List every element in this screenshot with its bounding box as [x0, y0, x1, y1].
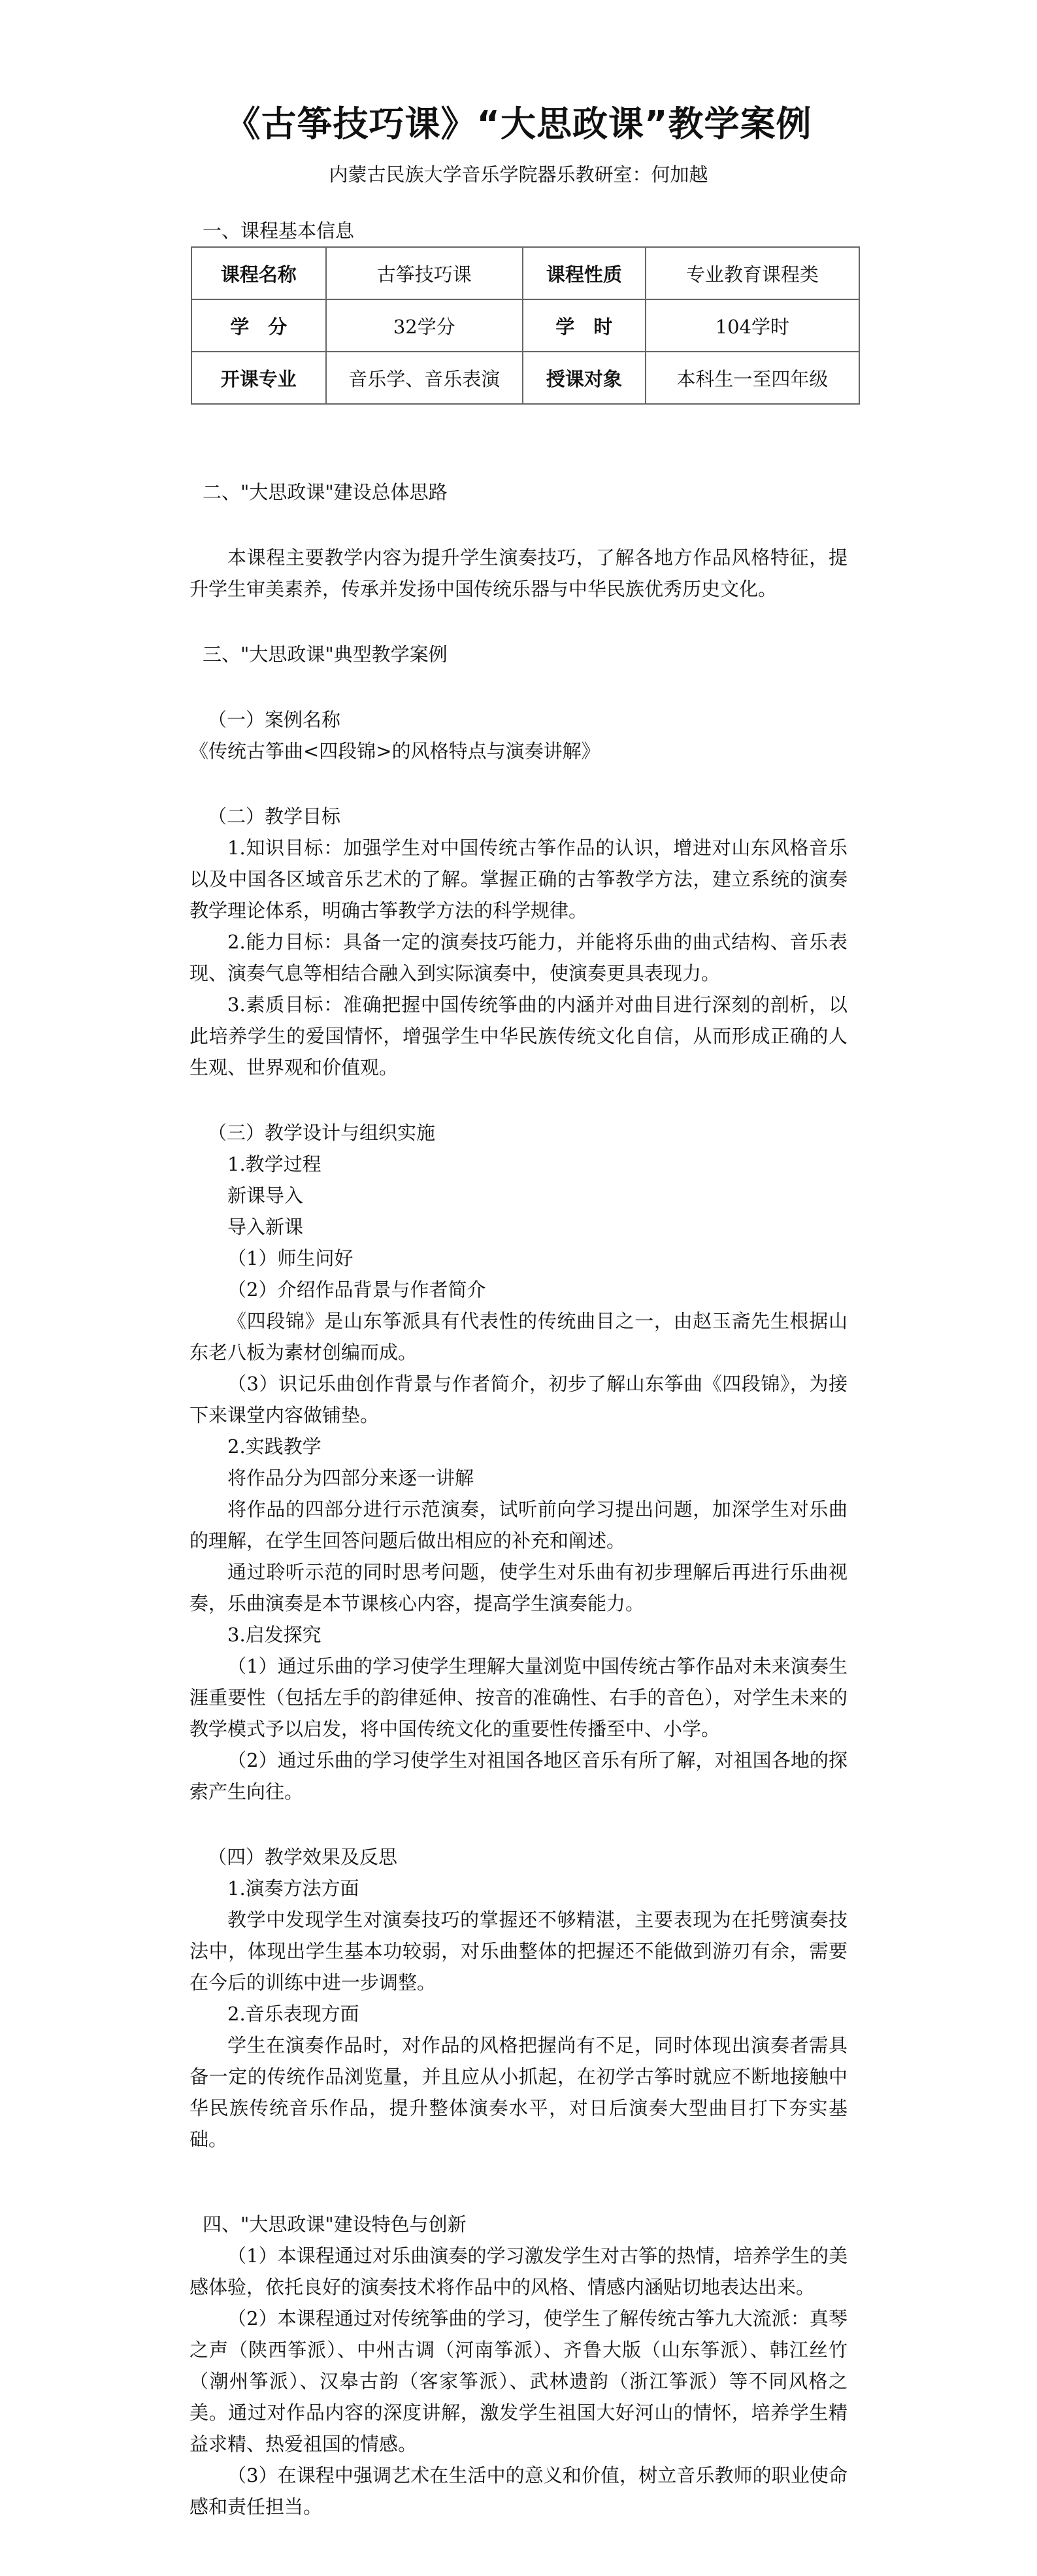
effect-sub1-text: 教学中发现学生对演奏技巧的掌握还不够精湛，主要表现为在托劈演奏技法中，体现出学生基本功较弱，对乐曲整体的把握还不能做到游刃有余，需要在今后的训练中进一步调整。 [189, 1909, 848, 1994]
table-cell: 专业教育课程类 [646, 247, 859, 299]
case-name-heading: （一）案例名称 [208, 709, 341, 731]
table-row [191, 247, 859, 299]
case-name: 《传统古筝曲<四段锦>的风格特点与演奏讲解》 [189, 740, 601, 762]
practice-lead: 将作品分为四部分来逐一讲解 [227, 1467, 474, 1489]
practice-heading: 2.实践教学 [227, 1435, 321, 1458]
feature-item-3: （3）在课程中强调艺术在生活中的意义和价值，树立音乐教师的职业使命感和责任担当。 [189, 2464, 848, 2518]
goal-ability: 2.能力目标：具备一定的演奏技巧能力，并能将乐曲的曲式结构、音乐表现、演奏气息等相结合融入到实际演奏中，使演奏更具表现力。 [189, 931, 848, 984]
table-cell: 课程性质 [523, 247, 646, 299]
table-cell: 32学分 [326, 299, 523, 352]
effect-heading: （四）教学效果及反思 [208, 1846, 398, 1868]
step-1: （1）师生问好 [227, 1247, 354, 1269]
section2-heading: 二、"大思政课"建设总体思路 [203, 481, 448, 503]
feature-item-2: （2）本课程通过对传统筝曲的学习，使学生了解传统古筝九大流派：真琴之声（陕西筝派）、中州古调（河南筝派）、齐鲁大版（山东筝派）、韩江丝竹（潮州筝派）、汉皋古韵（客家筝派）、武林遗韵（浙江筝派）等不同风格之美。通过对作品内容的深度讲解，激发学生祖国大好河山的情怀，培养学生精益求精、热爱祖国的情感。 [189, 2307, 848, 2455]
step-2-text: 《四段锦》是山东筝派具有代表性的传统曲目之一，由赵玉斋先生根据山东老八板为素材创编而成。 [189, 1310, 848, 1363]
design-heading: （三）教学设计与组织实施 [208, 1122, 436, 1144]
author-line: 内蒙古民族大学音乐学院器乐教研室：何加越 [329, 163, 708, 186]
table-cell: 104学时 [646, 299, 859, 352]
practice-paragraph-1: 将作品的四部分进行示范演奏，试听前向学习提出问题，加深学生对乐曲的理解，在学生回答问题后做出相应的补充和阐述。 [189, 1498, 848, 1552]
table-row [191, 299, 859, 352]
section3-heading: 三、"大思政课"典型教学案例 [203, 643, 448, 665]
table-cell: 学 分 [191, 299, 326, 352]
process-heading: 1.教学过程 [227, 1153, 321, 1175]
table-cell: 古筝技巧课 [326, 247, 523, 299]
effect-sub2-heading: 2.音乐表现方面 [227, 2003, 359, 2025]
course-info-table [191, 246, 860, 405]
table-cell: 开课专业 [191, 352, 326, 404]
table-cell: 课程名称 [191, 247, 326, 299]
table-cell: 本科生一至四年级 [646, 352, 859, 404]
intro-lesson: 导入新课 [227, 1216, 304, 1238]
table-cell: 授课对象 [523, 352, 646, 404]
inquiry-heading: 3.启发探究 [227, 1624, 321, 1646]
table-row [191, 352, 859, 404]
step-3: （3）识记乐曲创作背景与作者简介，初步了解山东筝曲《四段锦》，为接下来课堂内容做铺垫。 [189, 1373, 848, 1426]
document-title: 《古筝技巧课》“大思政课”教学案例 [225, 103, 812, 144]
goal-quality: 3.素质目标：准确把握中国传统筝曲的内涵并对曲目进行深刻的剖析，以此培养学生的爱国情怀，增强学生中华民族传统文化自信，从而形成正确的人生观、世界观和价值观。 [189, 994, 848, 1079]
step-2: （2）介绍作品背景与作者简介 [227, 1279, 486, 1301]
inquiry-paragraph-1: （1）通过乐曲的学习使学生理解大量浏览中国传统古筝作品对未来演奏生涯重要性（包括左手的韵律延伸、按音的准确性、右手的音色），对学生未来的教学模式予以启发，将中国传统文化的重要性传播至中、小学。 [189, 1655, 848, 1740]
goal-knowledge: 1.知识目标：加强学生对中国传统古筝作品的认识，增进对山东风格音乐以及中国各区域音乐艺术的了解。掌握正确的古筝教学方法，建立系统的演奏教学理论体系，明确古筝教学方法的科学规律。 [189, 837, 848, 922]
section1-heading: 一、课程基本信息 [203, 220, 355, 242]
intro-new: 新课导入 [227, 1184, 304, 1207]
practice-paragraph-2: 通过聆听示范的同时思考问题，使学生对乐曲有初步理解后再进行乐曲视奏，乐曲演奏是本节课核心内容，提高学生演奏能力。 [189, 1561, 848, 1614]
section2-paragraph: 本课程主要教学内容为提升学生演奏技巧，了解各地方作品风格特征，提升学生审美素养，传承并发扬中国传统乐器与中华民族优秀历史文化。 [189, 546, 848, 600]
effect-sub1-heading: 1.演奏方法方面 [227, 1877, 359, 1899]
table-cell: 学 时 [523, 299, 646, 352]
effect-sub2-text: 学生在演奏作品时，对作品的风格把握尚有不足，同时体现出演奏者需具备一定的传统作品浏览量，并且应从小抓起，在初学古筝时就应不断地接触中华民族传统音乐作品，提升整体演奏水平，对日后演奏大型曲目打下夯实基础。 [189, 2034, 848, 2150]
section4-heading: 四、"大思政课"建设特色与创新 [203, 2213, 467, 2235]
goals-heading: （二）教学目标 [208, 805, 341, 828]
table-cell: 音乐学、音乐表演 [326, 352, 523, 404]
feature-item-1: （1）本课程通过对乐曲演奏的学习激发学生对古筝的热情，培养学生的美感体验，依托良好的演奏技术将作品中的风格、情感内涵贴切地表达出来。 [189, 2245, 848, 2298]
inquiry-paragraph-2: （2）通过乐曲的学习使学生对祖国各地区音乐有所了解，对祖国各地的探索产生向往。 [189, 1749, 848, 1803]
